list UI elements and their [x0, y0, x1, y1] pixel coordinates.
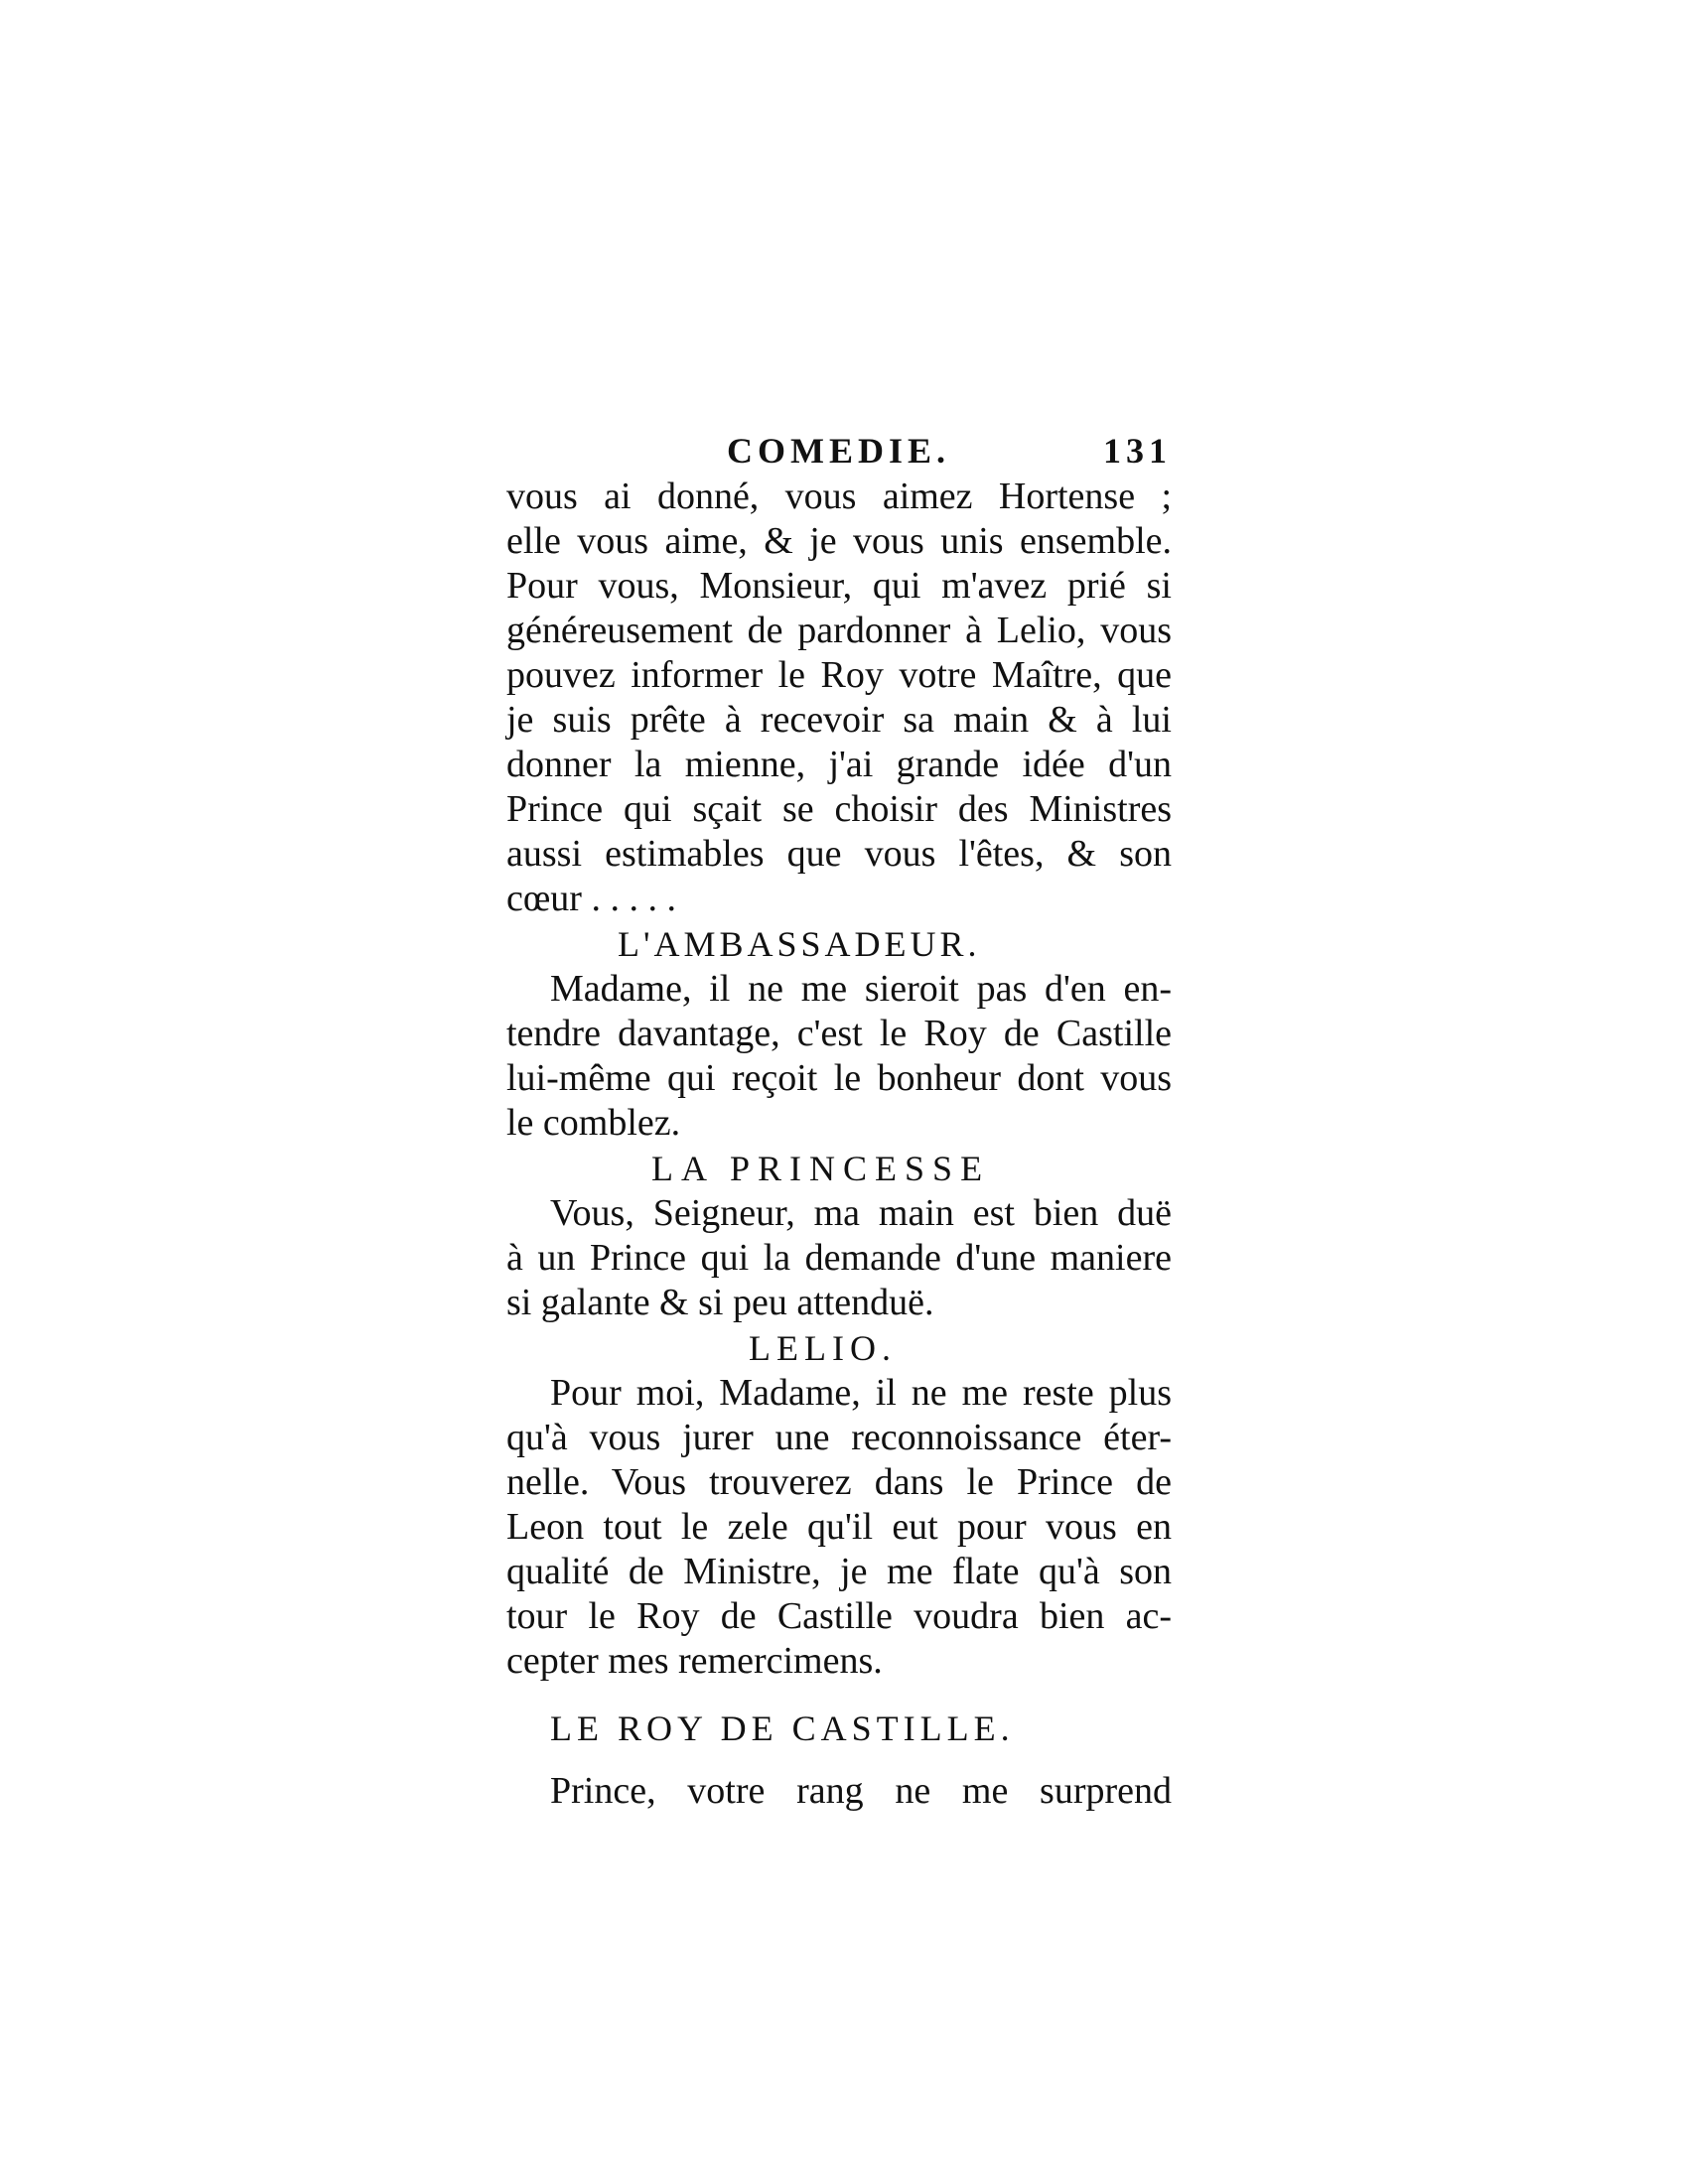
text-line: aussi estimables que vous l'êtes, & son [506, 833, 1172, 875]
text-line: le comblez. [506, 1102, 681, 1144]
paragraph-ambassadeur-speech [506, 967, 1172, 1146]
text-line: vous ai donné, vous aimez Hortense ; [506, 476, 1172, 517]
text-line: lui-même qui reçoit le bonheur dont vous [506, 1057, 1172, 1099]
text-line: cœur . . . . . [506, 878, 676, 919]
running-head [506, 427, 1172, 475]
paragraph-princesse-reply [506, 1191, 1172, 1325]
text-line: cepter mes remercimens. [506, 1640, 883, 1682]
text-line: elle vous aime, & je vous unis ensemble. [506, 520, 1172, 562]
text-line: si galante & si peu attenduë. [506, 1282, 934, 1323]
text-line: généreusement de pardonner à Lelio, vous [506, 610, 1172, 651]
text-line: nelle. Vous trouverez dans le Prince de [506, 1461, 1172, 1503]
text-line: je suis prête à recevoir sa main & à lui [506, 699, 1172, 741]
running-title: COMEDIE. [727, 431, 951, 471]
text-line: Madame, il ne me sieroit pas d'en en- [550, 968, 1172, 1010]
speaker-princesse: LA PRINCESSE [651, 1149, 991, 1188]
text-line: Vous, Seigneur, ma main est bien duë [550, 1192, 1172, 1234]
page-number: 131 [1103, 431, 1172, 471]
paragraph-lelio-speech [506, 1371, 1172, 1684]
paragraph-princesse-speech [506, 475, 1172, 921]
text-line: à un Prince qui la demande d'une maniere [506, 1237, 1172, 1279]
text-line: Pour moi, Madame, il ne me reste plus [550, 1372, 1172, 1414]
text-line: qu'à vous jurer une reconnoissance éter- [506, 1417, 1172, 1458]
text-line: donner la mienne, j'ai grande idée d'un [506, 744, 1172, 785]
text-line: Pour vous, Monsieur, qui m'avez prié si [506, 565, 1172, 607]
text-line: Prince qui sçait se choisir des Ministres [506, 788, 1172, 830]
text-line: tour le Roy de Castille voudra bien ac- [506, 1595, 1172, 1637]
text-line: Prince, votre rang ne me surprend [550, 1770, 1172, 1812]
text-line: qualité de Ministre, je me flate qu'à son [506, 1551, 1172, 1592]
text-line: pouvez informer le Roy votre Maître, que [506, 654, 1172, 696]
book-page [506, 427, 1172, 1814]
speaker-roy-de-castille: LE ROY DE CASTILLE. [550, 1708, 1015, 1748]
paragraph-roy-speech [506, 1769, 1172, 1814]
speaker-lelio: LELIO. [749, 1328, 897, 1368]
text-line: Leon tout le zele qu'il eut pour vous en [506, 1506, 1172, 1548]
speaker-ambassadeur: L'AMBASSADEUR. [618, 924, 981, 964]
text-line: tendre davantage, c'est le Roy de Castille [506, 1013, 1172, 1054]
